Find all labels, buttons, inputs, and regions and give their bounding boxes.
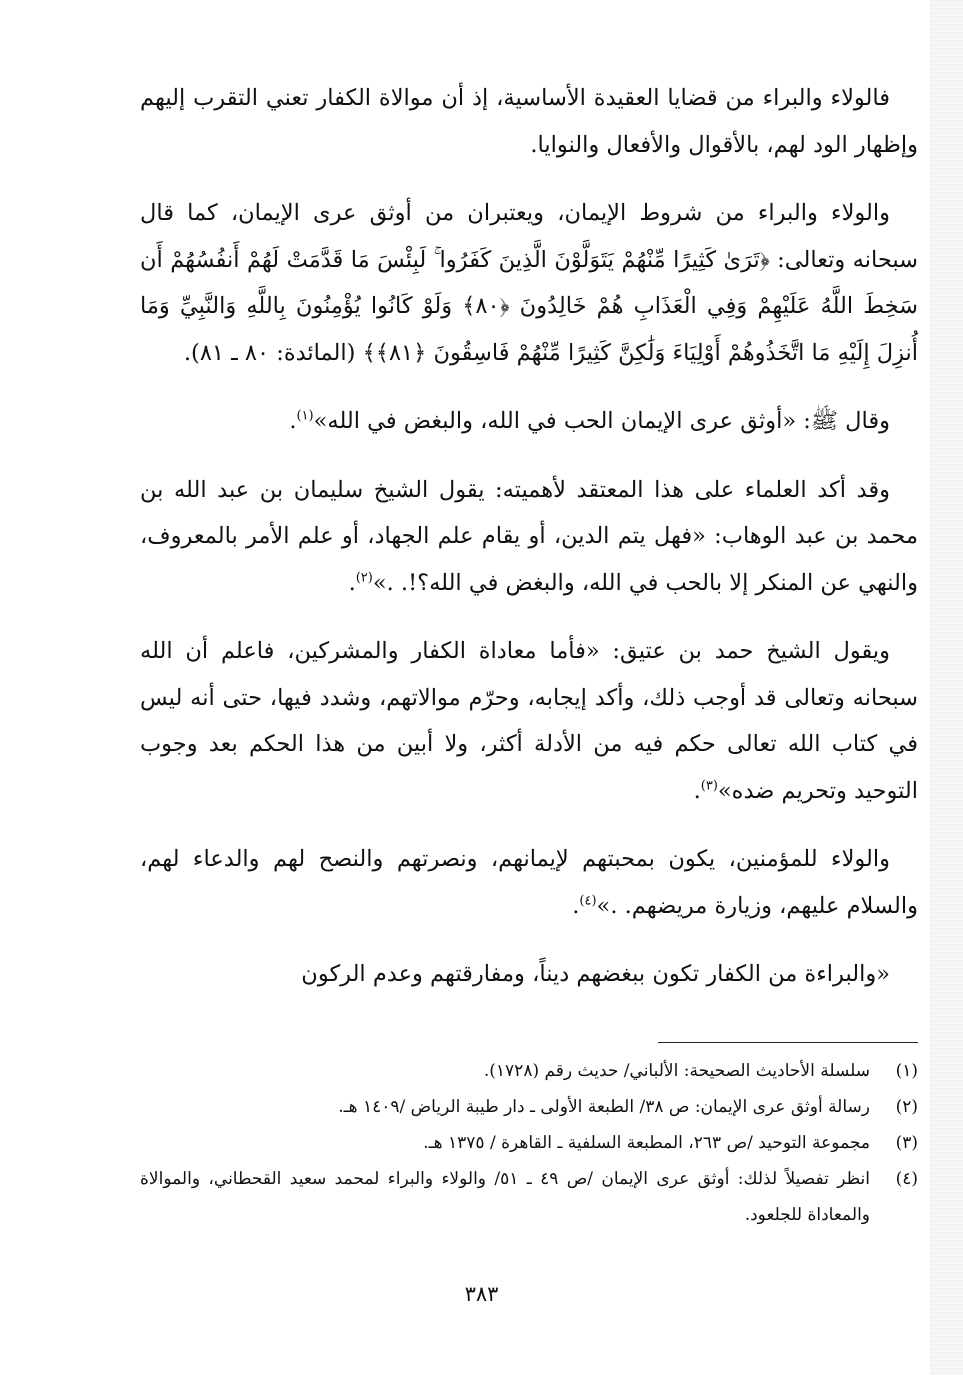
footnotes: [140, 1053, 918, 1233]
paragraph-4: وقد أكد العلماء على هذا المعتقد لأهميته: يقول الشيخ سليمان بن عبد الله بن محمد بن عبد الوهاب: «فهل يتم الدين، أو يقام علم الجهاد، أو علم الأمر بالمعروف، والنهي عن المنكر إلا بالحب في الله، والبغض في الله؟!. .»$^{(٢)}$.: [140, 476, 918, 596]
footnote-ref-2: (٢): [355, 570, 373, 585]
footnote-separator: [658, 1042, 918, 1043]
footnote-2: (٢) رسالة أوثق عرى الإيمان: ص ٣٨/ الطبعة الأولى ـ دار طيبة الرياض /١٤٠٩ هـ.: [338, 1096, 918, 1117]
page-edge-shadow: [930, 0, 963, 1375]
paragraph-7: «والبراءة من الكفار تكون ببغضهم ديناً، ومفارقتهم وعدم الركون: [301, 961, 890, 987]
paragraph-2-quran-citation: والولاء والبراء من شروط الإيمان، ويعتبران من أوثق عرى الإيمان، كما قال سبحانه وتعالى: ﴿تَرَىٰ كَثِيرًا مِّنْهُمْ يَتَوَلَّوْنَ الَّذِينَ كَفَرُوا ۚ لَبِئْسَ مَا قَدَّمَتْ لَهُمْ أَنفُسُهُمْ أَن سَخِطَ اللَّهُ عَلَيْهِمْ وَفِي الْعَذَابِ هُمْ خَالِدُونَ ﴿٨٠﴾ وَلَوْ كَانُوا يُؤْمِنُونَ بِاللَّهِ وَالنَّبِيِّ وَمَا أُنزِلَ إِلَيْهِ مَا اتَّخَذُوهُمْ أَوْلِيَاءَ وَلَٰكِنَّ كَثِيرًا مِّنْهُمْ فَاسِقُونَ ﴿٨١﴾﴾ (المائدة: ٨٠ ـ ٨١).: [140, 200, 918, 366]
paragraph-6: والولاء للمؤمنين، يكون بمحبتهم لإيمانهم، ونصرتهم والنصح لهم والدعاء لهم، والسلام عليهم، وزيارة مريضهم. .»$^{(٤)}$.: [140, 846, 918, 919]
footnote-1: (١) سلسلة الأحاديث الصحيحة: الألباني/ حديث رقم (١٧٢٨).: [483, 1060, 918, 1081]
footnote-ref-1: (١): [296, 408, 314, 424]
footnote-ref-3: (٣): [700, 778, 718, 793]
paragraph-1: فالولاء والبراء من قضايا العقيدة الأساسية، إذ أن موالاة الكفار تعني التقرب إليهم وإظهار الود لهم، بالأقوال والأفعال والنوايا.: [140, 85, 918, 158]
page-number: ٣٨٣: [464, 1282, 499, 1306]
page-body: [140, 75, 918, 1233]
paragraph-3-hadith: وقال ﷺ: «أوثق عرى الإيمان الحب في الله، والبغض في الله»$^{(١)}$.: [289, 408, 890, 434]
footnote-ref-4: (٤): [579, 893, 597, 908]
footnote-3: (٣) مجموعة التوحيد /ص ٢٦٣، المطبعة السلفية ـ القاهرة / ١٣٧٥ هـ.: [423, 1132, 918, 1153]
paragraph-5: ويقول الشيخ حمد بن عتيق: «فأما معاداة الكفار والمشركين، فاعلم أن الله سبحانه وتعالى قد أوجب ذلك، وأكد إيجابه، وحرّم موالاتهم، وشدد فيها، حتى أنه ليس في كتاب الله تعالى حكم فيه من الأدلة أكثر، ولا أبين من هذا الحكم بعد وجوب التوحيد وتحريم ضده»$^{(٣)}$.: [140, 638, 918, 804]
footnote-4: (٤) انظر تفصيلاً لذلك: أوثق عرى الإيمان /ص ٤٩ ـ ٥١/ والولاء والبراء لمحمد سعيد القحطاني، والموالاة والمعاداة للجلعود.: [140, 1168, 918, 1225]
